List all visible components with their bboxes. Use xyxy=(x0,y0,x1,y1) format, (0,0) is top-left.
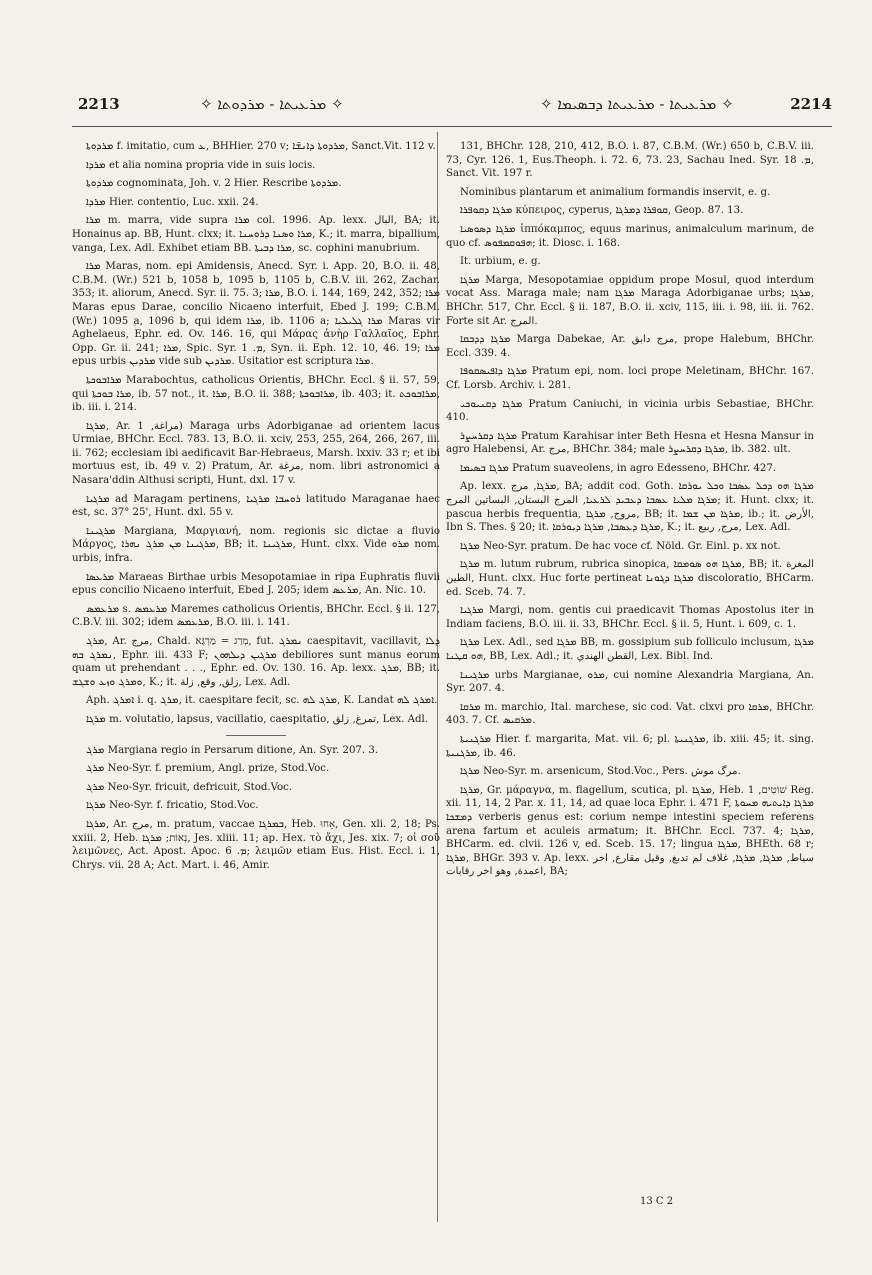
dictionary-entry: ܡܪܓܐ m. lutum rubrum, rubrica sinopica, ܡܪܓܐ ܗܘ ܣܘܡܩܐ, BB; it. المغرة الطين, Hunt. clxx. Huc forte pertineat ܡܪܓܐ ܕܓܘܢܐ discoloratio, BHCarm. ed. Sceb. 74. 7. xyxy=(446,559,815,598)
dictionary-entry: ܡܪܓܐ, Ar. مراغة, 1) Maraga urbs Adorbiganae ad orientem lacus Urmiae, BHChr. Eccl. 783. 13, B.O. ii. xciv, 253, 255, 264, 266, 267, iii. ii. 762; ecclesiam ibi aedificavit Bar-Hebraeus, Marsh. lxxiv. 33 r; et ibi mortuus est, ib. 49 v. 2) Pratum, Ar. مرغة, nom. libri astronomici a Nasara'ddin Althusi scripti, Hunt. dxl. 17 v. xyxy=(72,420,440,487)
dictionary-entry: ܡܪܐ m. marra, vide supra ܡܪܐ col. 1996. Ap. lexx. البال, BA; it. Honainus ap. BB, Hunt. clxx; it. ܡܪܐ ܘܣܢܐ ܕܪܘܚܢܐ, K.; it. marra, bipallium, vanga, Lex. Adl. Exhibet etiam BB. ܡܪܐ ܕܒܝܬܐ, sc. cophini manubrium. xyxy=(72,215,440,254)
right-column xyxy=(446,140,814,884)
section-separator xyxy=(226,735,286,736)
dictionary-entry: ܡܪܓܐ ܕܕܒܩܐ Marga Dabekae, Ar. مرج دابق, prope Halebum, BHChr. Eccl. 339. 4. xyxy=(446,334,815,359)
dictionary-entry: ܡܪܓܝܢܐ Margiana, Μαργιανή, nom. regionis sic dictae a fluvio Μάργος, ܡܪܓܝܢܐ ܡܢ ܡܪܓ ܢܗܪܐ, BB; it. ܡܪܓܝܢܐ, Hunt. clxx. Vide ܡܪܘ nom. urbis, infra. xyxy=(72,525,440,565)
dictionary-entry: ܡܪܥܣܐ Maraeas Birthae urbis Mesopotamiae in ripa Euphratis fluvii epus concilio Nicaeno interfuit, Ebed J. 205; idem ܡܪܥܣ, An. Nic. 10. xyxy=(72,571,440,597)
dictionary-entry: ܡܪܓܐ ܕܩܘܦܪܐ κύπειρος, cyperus, ܩܘܦܪܐ ܕܡܪܓܐ, Geop. 87. 13. xyxy=(460,205,744,217)
dictionary-entry: ܡܪܕܘܬܐ cognominata, Joh. v. 2 Hier. Rescribe ܡܪܕܘܬܐ. xyxy=(86,178,342,190)
dictionary-entry: ܡܪܓܐ Lex. Adl., sed ܡܪܓܐ BB, m. gossipium sub folliculo inclusum, ܡܪܓܐ ܗܘ ܩܛܢܐ, BB, Lex. Adl.; it. القطن الهندي, Lex. Bibl. Ind. xyxy=(446,637,815,662)
dictionary-entry: ܡܪܓܝܐ Margi, nom. gentis cui praedicavit Thomas Apostolus iter in Indiam faciens, B.O. iii. ii. 33, BHChr. Eccl. § ii. 5, Hunt. i. 609, c. 1. xyxy=(446,605,814,630)
dictionary-entry: ܡܪܐ Maras, nom. epi Amidensis, Anecd. Syr. i. App. 20, B.O. ii. 48, C.B.M. (Wr.) 521 b, 1058 b, 1095 b, 1105 b, C.B.V. iii. 262, Zachar. 353; it. aliorum, Anecd. Syr. ii. 75. 3; ܡܪܐ, B.O. i. 144, 169, 242, 352; ܡܪܐ Maras epus Darae, concilio Nicaeno interfuit, Ebed J. 199; C.B.M. (Wr.) 1095 a, 1096 b, qui idem ܡܪܐ, ib. 1106 a; ܡܪܐ ܓܠܝܠܝܐ Maras vir Aghelaeus, Ephr. ed. Ov. 146. 16, qui Μάρας ἀνὴρ Γαλλαῖος, Ephr. Opp. Gr. ii. 241; ܡܪܐ, Spic. Syr. ܡ. 1, Syn. ii. Eph. 12. 10, 46. 19; ܡܪܐ epus urbis ܡܪܕܝܢ vide sub ܡܪܕܝܢ. Usitatior est scriptura ܡܪܐ. xyxy=(72,261,441,368)
dictionary-entry: 131, BHChr. 128, 210, 412, B.O. i. 87, C.B.M. (Wr.) 650 b, C.B.V. iii. 73, Cyr. 126. 1, Eus.Theoph. i. 72. 6, 73. 23, Sachau Ined. Syr. ܡ. 18, Sanct. Vit. 197 r. xyxy=(446,141,815,180)
dictionary-entry: ܡܪܓ, Ar. مرج, Chald. מְרַג = מַרְגָּא, fut. ܢܡܪܓ caespitavit, vacillavit, ܕܠܐ ܢܡܪܓ ܒܗ, Ephr. iii. 433 F; ܡܪܓܝܢ ܕܝܠܗܘܢ debiliores sunt manus eorum quam ut prehendant . . ., Ephr. ed. Ov. 130. 16. Ap. lexx. ܡܪܓ, BB; it. ܘܡܪܓ ܘܙܥ ܘܫܓܫ, K.; it. زلق, وقع, زلة, Lex. Adl. xyxy=(72,636,441,688)
dictionary-entry: ܡܪܕܐ et alia nomina propria vide in suis locis. xyxy=(86,159,316,171)
left-column xyxy=(72,140,440,877)
running-title-left: ✧ ܡܪܥܝܬܐ - ܡܪܕܘܬܐ ✧ xyxy=(200,95,344,113)
dictionary-entry: ܡܪܓܐ ܕܣܘܣܝܐ ἱππόκαμπος, equus marinus, animalculum marinum, de quo cf. ܗܦܘܩܡܦܘܣ; it. Diosc. i. 168. xyxy=(446,223,814,249)
dictionary-entry: ܡܪܓܐ Neo-Syr. m. arsenicum, Stod.Voc., Pers. مرگ موش. xyxy=(460,766,741,778)
page-header xyxy=(70,95,840,125)
dictionary-entry: ܡܪܕܘܬܐ f. imitatio, cum ܥ, BHHier. 270 v; ܡܪܕܘܬܐ ܕܐܢܫ̈ܐ, Sanct.Vit. 112 v. xyxy=(86,141,436,152)
dictionary-entry: It. urbium, e. g. xyxy=(460,256,541,268)
dictionary-entry: ܡܪܓܐ ܕܐܦܝܣܩܘܦܐ Pratum epi, nom. loci prope Meletinam, BHChr. 167. Cf. Lorsb. Archiv. i. 281. xyxy=(446,366,814,391)
dictionary-entry: ܡܪܓܝܐ ad Maragam pertinens, ܪܘܚܒܐ ܡܪܓܝܐ latitudo Maraganae haec est, sc. 37° 25', Hunt. dxl. 55 v. xyxy=(72,493,440,519)
dictionary-entry: ܡܪܩܐ m. marchio, Ital. marchese, sic cod. Vat. clxvi pro ܡܪܩܐ, BHChr. 403. 7. Cf. ܡܪܩܝܣ. xyxy=(446,701,814,727)
dictionary-entry: ܡܪܥܡܣ s. ܡܪܥܡܣ Maremes catholicus Orientis, BHChr. Eccl. § ii. 127, C.B.V. iii. 302; idem ܡܪܥܡܣ, B.O. iii. i. 141. xyxy=(72,603,440,629)
dictionary-entry: Ap. lexx. ܡܪܓܐ, مرج, BA; addit cod. Goth. ܡܪܓܐ ܗܘ ܕܟܠ ܥܣܒܐ ܘܟܠ ܝܘܪܩܐ ܡܪܓܐ ܡܠܝܐ ܥܣܒܐ ܕܥܒܝܕ ܠܪܥܝܐ, المرج البستان, البساتين المرج; it. Hunt. clxx; it. pascua herbis frequentia, مروج, ܡܪܓܐ, BB; it. ܡܪܓܐ ܡܢ ܫܡܐ, ib.; it. الأرض, Ibn S. Thes. § 20; it. ܡܪܓܐ ܕܥܣܒܐ, ܡܪܓܐ ܕܝܘܪܩܐ, K.; it. مرج, ربيع, Lex. Adl. xyxy=(446,481,814,534)
dictionary-entry: Nominibus plantarum et animalium formandis inservit, e. g. xyxy=(460,186,771,198)
dictionary-entry: ܡܪܓ Neo-Syr. f. premium, Angl. prize, Stod.Voc. xyxy=(86,763,330,775)
dictionary-entry: ܡܪܓܐ ܕܩܢܝܘܟܝ Pratum Caniuchi, in vicinia urbis Sebastiae, BHChr. 410. xyxy=(446,398,814,424)
dictionary-entry: ܡܪܐܒܘܟܬܐ Marabochtus, catholicus Orientis, BHChr. Eccl. § ii. 57, 59, qui ܡܪܐ ܒܘܟܬܐ, ib. 57 not., it. ܡܪܐ, B.O. ii. 388; ܡܪܐܒܘܟܬܐ, ib. 403; it. ܡܪܐܒܘܟܬ, ib. iii. i. 214. xyxy=(72,374,440,414)
dictionary-entry: ܡܪܓܐ Neo-Syr. f. fricatio, Stod.Voc. xyxy=(86,800,259,812)
page-number-right: 2214 xyxy=(790,95,832,113)
dictionary-entry: ܡܪܓܐ ܒܣܝܡܐ Pratum suaveolens, in agro Edesseno, BHChr. 427. xyxy=(460,462,777,474)
dictionary-entry: ܡܪܕܐ Hier. contentio, Luc. xxii. 24. xyxy=(86,196,259,208)
header-rule xyxy=(72,126,832,127)
dictionary-entry: ܡܪܓܐ, Gr. μάραγνα, m. flagellum, scutica, pl. ܡܪܓܐ, Heb. שׁוֹטִים, 1 Reg. xii. 11, 14, 2 Par. x. 11, 14, ad quae loca Ephr. i. 471 F, ܡܪܓܐ ܕܐܝܬܝܗ ܡܚܘܬܐ ܕܡܫܟܐ verberis genus est: corium nempe intestini speciem referens arena fartum et aculeis armatum; it. BHChr. Eccl. 737. 4; ܡܪܓܐ, BHCarm. ed. clvii. 126 v, ed. Sceb. 15. 17; lingua ܡܪܓܐ, BHEth. 68 r; ܡܪܓܐ, BHGr. 393 v. Ap. lexx. سياط, ܡܪܓܐ, ܡܪܓܐ, غلاف لم تدبغ, وقيل مقارع, اخر اعمدة, وهو اخر رقابات, BA; xyxy=(446,784,814,878)
dictionary-entry: ܡܪܓܐ ܕܩܪܚܨܪ Pratum Karahisar inter Beth Hesna et Hesna Mansur in agro Halebensi, Ar. مرج, BHChr. 384; male ܡܪܓܐ ܕܩܪܚܨܪ, ib. 382. ult. xyxy=(446,430,814,456)
dictionary-entry: ܡܪܓܐ Neo-Syr. pratum. De hac voce cf. Nöld. Gr. Einl. p. xx not. xyxy=(460,540,781,552)
page-number-left: 2213 xyxy=(78,95,120,113)
dictionary-entry: Aph. ܐܡܪܓ i. q. ܡܪܓ, it. caespitare fecit, sc. ܡܪܓ ܠܗ, K. Landat ܐܡܪܓ ܠܗ. xyxy=(86,695,438,707)
dictionary-entry: ܡܪܓ Margiana regio in Persarum ditione, An. Syr. 207. 3. xyxy=(86,744,379,756)
dictionary-entry: ܡܪܓܐ m. volutatio, lapsus, vacillatio, caespitatio, تمرغ, زلق, Lex. Adl. xyxy=(86,713,428,725)
dictionary-entry: ܡܪܓ Neo-Syr. fricuit, defricuit, Stod.Voc. xyxy=(86,781,293,793)
signature-mark: 13 C 2 xyxy=(640,1196,674,1207)
dictionary-entry: ܡܪܓܝܢܐ urbs Margianae, ܡܪܘ, cui nomine Alexandria Margiana, An. Syr. 207. 4. xyxy=(446,669,815,695)
dictionary-entry: ܡܪܓܐ, Ar. مرج, m. pratum, vaccae ܒܡܪܓܐ, Heb. אָחוּ, Gen. xli. 2, 18; Ps. xxiii. 2, Heb. נְאוֹת; ܡܪܓܐ, Jes. xliii. 11; ap. Hex. τὸ ἄχι, Jes. xix. 7; οἱ σοῦ λειμῶνες, Act. Apost. Apoc. ܡ. 6; λειμῶν etiam Eus. Hist. Eccl. i. 1, Chrys. vii. 28 A; Act. Mart. i. 46, Amir. xyxy=(72,818,441,871)
dictionary-entry: ܡܪܓܐ Marga, Mesopotamiae oppidum prope Mosul, quod interdum vocat Ass. Maraga male; nam ܡܪܓܐ Maraga Adorbiganae urbs; ܡܪܓܐ, BHChr. 517, Chr. Eccl. § ii. 187, B.O. ii. xciv, 115, iii. i. 98, iii. ii. 762. Forte sit Ar. المرج. xyxy=(446,274,814,327)
dictionary-entry: ܡܪܓܢܝܬܐ Hier. f. margarita, Mat. vii. 6; pl. ܡܪܓܢܝܬܐ, ib. xiii. 45; it. sing. ܡܪܓܢܝܬܐ, ib. 46. xyxy=(446,733,814,759)
running-title-right: ✧ ܡܪܥܝܬܐ - ܡܪܥܝܬܐ ܕܒܣܝܡܐ ✧ xyxy=(540,95,734,113)
